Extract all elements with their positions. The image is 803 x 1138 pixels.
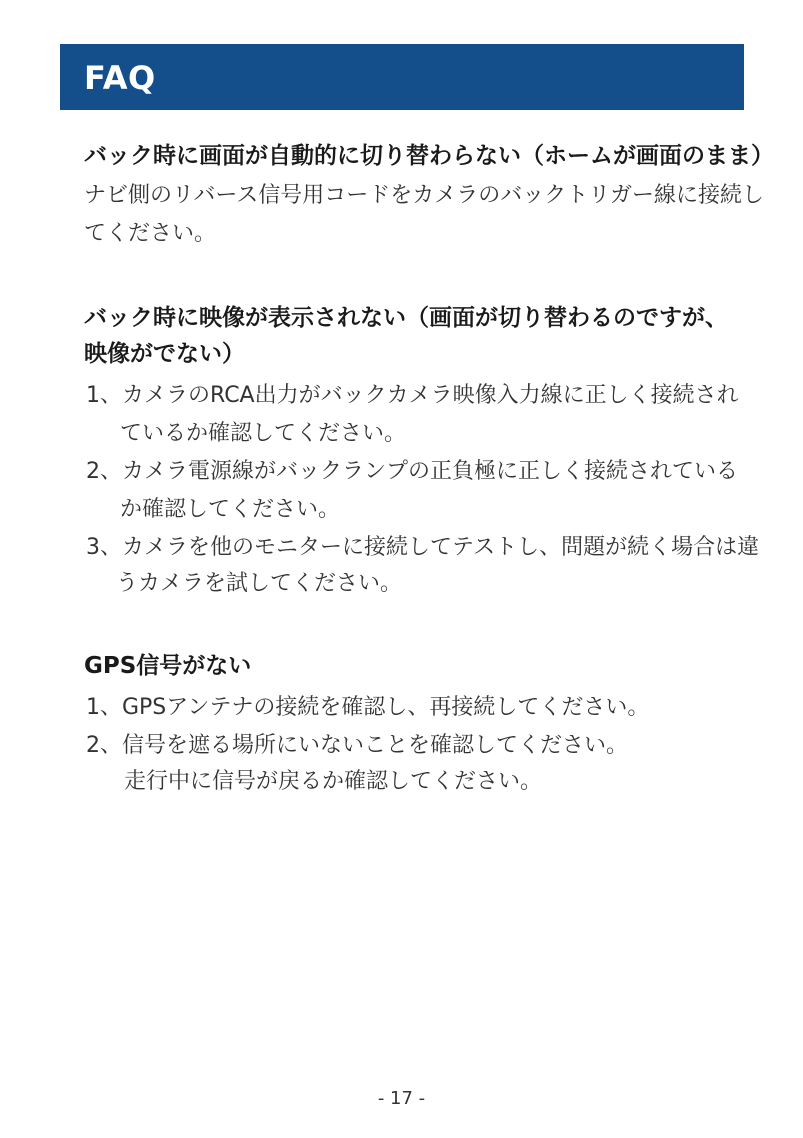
section-3-item-2-cont: 走行中に信号が戻るか確認してください。 [124, 769, 543, 794]
page-number: - 17 - [377, 1088, 426, 1109]
section-1-line-2: てください。 [84, 221, 217, 246]
section-2-item-3-cont: うカメラを試してください。 [116, 571, 403, 596]
section-2-title-line-1: バック時に映像が表示されない（画面が切り替わるのですが、 [84, 305, 728, 331]
section-1-title: バック時に画面が自動的に切り替わらない（ホームが画面のまま） [84, 143, 774, 169]
section-2-item-2: 2、カメラ電源線がバックランプの正負極に正しく接続されている [86, 459, 738, 484]
faq-title: FAQ [84, 59, 156, 97]
section-1-line-1: ナビ側のリバース信号用コードをカメラのバックトリガー線に接続し [84, 183, 765, 208]
section-3-item-1: 1、GPSアンテナの接続を確認し、再接続してください。 [86, 695, 650, 720]
section-3-title: GPS信号がない [84, 653, 252, 679]
section-2-item-3: 3、カメラを他のモニターに接続してテストし、問題が続く場合は違 [86, 535, 760, 560]
section-2-title-line-2: 映像がでない） [84, 341, 245, 367]
section-2-item-2-cont: か確認してください。 [120, 497, 341, 522]
section-3-item-2: 2、信号を遮る場所にいないことを確認してください。 [86, 733, 628, 758]
section-2-item-1-cont: ているか確認してください。 [120, 421, 407, 446]
faq-header-bar [60, 44, 744, 110]
section-2-item-1: 1、カメラのRCA出力がバックカメラ映像入力線に正しく接続され [86, 383, 739, 408]
